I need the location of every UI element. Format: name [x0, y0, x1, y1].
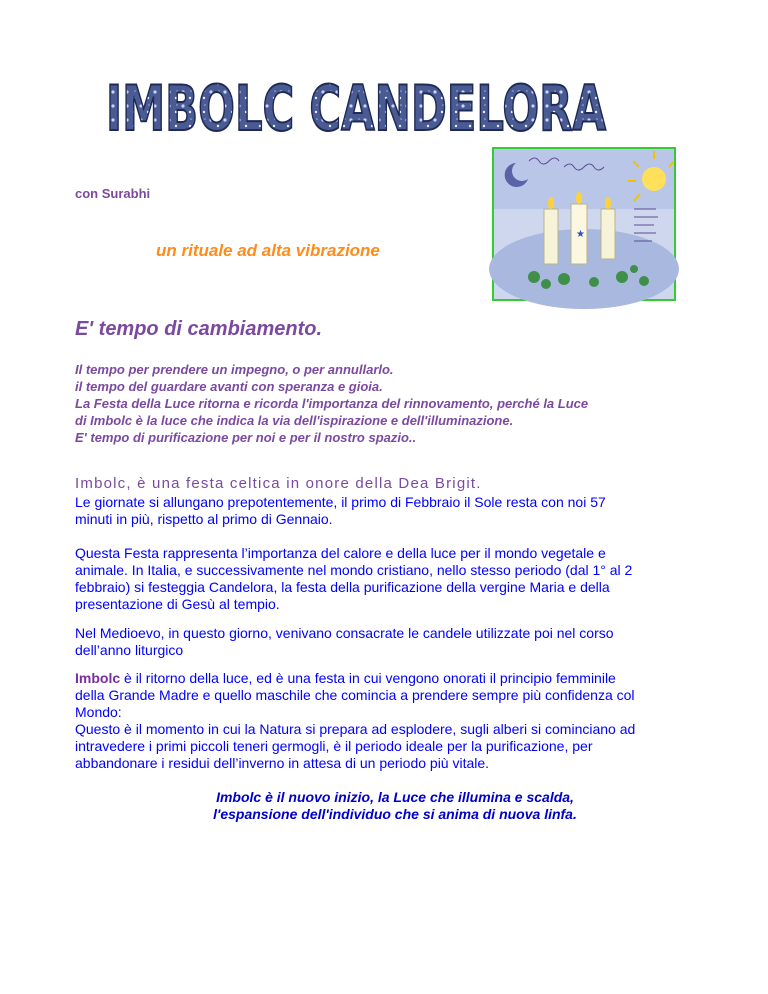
author-label: con Surabhi [75, 186, 151, 201]
closing-line: l'espansione dell'individuo che si anima di nuova linfa. [213, 806, 577, 822]
intro-line: La Festa della Luce ritorna e ricorda l'importanza del rinnovamento, perché la Luce [75, 396, 589, 411]
tagline: un rituale ad alta vibrazione [156, 241, 380, 260]
paragraph-line: Questo è il momento in cui la Natura si prepara ad esplodere, sugli alberi si cominciano ad [75, 721, 636, 737]
paragraph-line: minuti in più, rispetto al primo di Gennaio. [75, 511, 333, 527]
paragraph-line: Mondo: [75, 704, 122, 720]
paragraph-line: dell’anno liturgico [75, 642, 184, 658]
svg-text:★: ★ [576, 229, 585, 240]
page-title-text: IMBOLC CANDELORA [106, 72, 607, 145]
paragraph-line: della Grande Madre e quello maschile che comincia a prendere sempre più confidenza col [75, 687, 635, 703]
paragraph-line-first [75, 670, 695, 687]
intro-line: il tempo del guardare avanti con speranza e gioia. [75, 379, 383, 394]
paragraph-line: febbraio) si festeggia Candelora, la festa della purificazione della vergine Maria e della [75, 579, 610, 595]
paragraph-line: animale. In Italia, e successivamente nel mondo cristiano, nello stesso periodo (dal 1° al 2 [75, 562, 633, 578]
closing-quote [180, 789, 610, 823]
page-title [96, 60, 616, 145]
intro-line: Il tempo per prendere un impegno, o per annullarlo. [75, 362, 394, 377]
imbolc-bold-word: Imbolc [75, 670, 121, 686]
paragraph-line: Nel Medioevo, in questo giorno, venivano consacrate le candele utilizzate poi nel corso [75, 625, 614, 641]
intro-paragraph [75, 361, 695, 446]
paragraph-line: intravedere i primi piccoli teneri germogli, è il periodo ideale per la purificazione, per [75, 738, 593, 754]
intro-line: di Imbolc è la luce che indica la via dell'ispirazione e dell'illuminazione. [75, 413, 514, 428]
paragraph-text: è il ritorno della luce, ed è una festa in cui vengono onorati il principio femminile [120, 670, 616, 686]
paragraph-daylight [75, 494, 695, 528]
paragraph-medioevo [75, 625, 695, 659]
paragraph-imbolc [75, 670, 695, 772]
paragraph-line: Questa Festa rappresenta l’importanza del calore e della luce per il mondo vegetale e [75, 545, 606, 561]
intro-line: E' tempo di purificazione per noi e per il nostro spazio.. [75, 430, 417, 445]
paragraph-line: presentazione di Gesù al tempio. [75, 596, 280, 612]
candles-illustration [492, 147, 676, 301]
celtic-heading: Imbolc, è una festa celtica in onore della Dea Brigit. [75, 475, 482, 492]
paragraph-line: Le giornate si allungano prepotentemente, il primo di Febbraio il Sole resta con noi 57 [75, 494, 606, 510]
section-heading: E' tempo di cambiamento. [75, 318, 323, 340]
paragraph-line: abbandonare i residui dell’inverno in attesa di un periodo più vitale. [75, 755, 490, 771]
paragraph-candelora [75, 545, 695, 613]
closing-line: Imbolc è il nuovo inizio, la Luce che illumina e scalda, [216, 789, 574, 805]
